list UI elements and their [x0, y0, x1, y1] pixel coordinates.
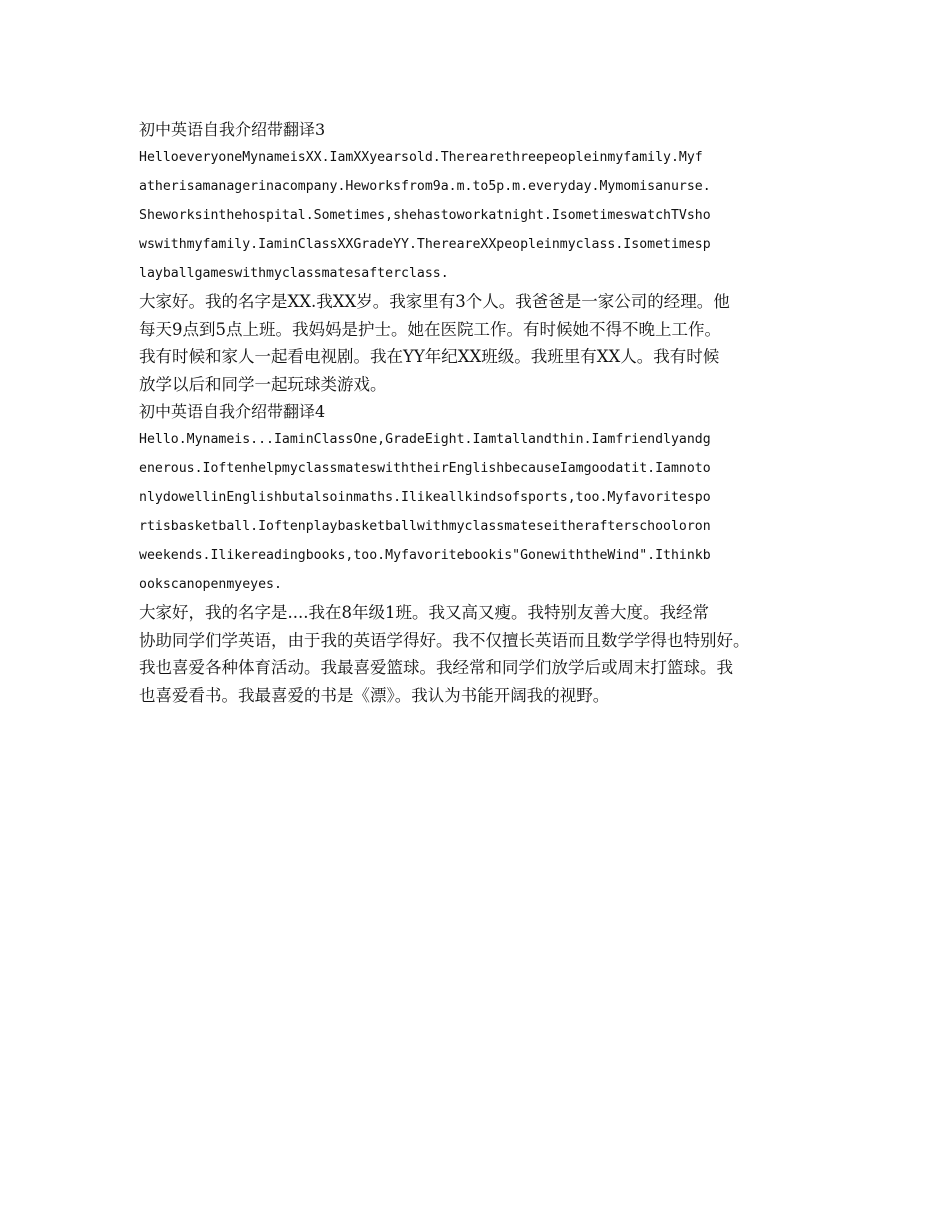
english-line: Sheworksinthehospital.Sometimes,shehastoworkatnight.IsometimeswatchTVsho — [139, 208, 711, 223]
english-line: ookscanopenmyeyes. — [139, 577, 282, 592]
english-line: layballgameswithmyclassmatesafterclass. — [139, 266, 449, 281]
chinese-line: 每天9点到5点上班。我妈妈是护士。她在医院工作。有时候她不得不晚上工作。 — [139, 319, 721, 339]
chinese-line: 我有时候和家人一起看电视剧。我在YY年纪XX班级。我班里有XX人。我有时候 — [139, 347, 720, 366]
chinese-line: 放学以后和同学一起玩球类游戏。 — [139, 374, 387, 394]
english-paragraph — [139, 143, 829, 288]
section-heading: 初中英语自我介绍带翻译4 — [139, 402, 326, 421]
section-heading: 初中英语自我介绍带翻译3 — [139, 120, 326, 139]
english-paragraph — [139, 425, 829, 599]
english-line: atherisamanagerinacompany.Heworksfrom9a.m.to5p.m.everyday.Mymomisanurse. — [139, 179, 711, 194]
chinese-paragraph — [139, 599, 829, 709]
english-line: Hello.Mynameis...IaminClassOne,GradeEight.Iamtallandthin.Iamfriendlyandg — [139, 432, 711, 447]
document-body — [139, 116, 829, 709]
english-line: enerous.IoftenhelpmyclassmateswiththeirEnglishbecauseIamgoodatit.Iamnoto — [139, 461, 711, 476]
english-line: weekends.Ilikereadingbooks,too.Myfavoritebookis"GonewiththeWind".Ithinkb — [139, 548, 711, 563]
section-3 — [139, 116, 829, 398]
english-line: wswithmyfamily.IaminClassXXGradeYY.ThereareXXpeopleinmyclass.Isometimesp — [139, 237, 711, 252]
chinese-line: 大家好，我的名字是....我在8年级1班。我又高又瘦。我特别友善大度。我经常 — [139, 603, 709, 622]
chinese-paragraph — [139, 288, 829, 398]
chinese-line: 协助同学们学英语，由于我的英语学得好。我不仅擅长英语而且数学学得也特别好。 — [139, 630, 750, 650]
chinese-line: 我也喜爱各种体育活动。我最喜爱篮球。我经常和同学们放学后或周末打篮球。我 — [139, 658, 733, 677]
english-line: rtisbasketball.Ioftenplaybasketballwithmyclassmateseitherafterschooloron — [139, 519, 711, 534]
chinese-line: 也喜爱看书。我最喜爱的书是《漂》。我认为书能开阔我的视野。 — [139, 685, 610, 705]
english-line: nlydowellinEnglishbutalsoinmaths.Ilikeallkindsofsports,too.Myfavoritespo — [139, 490, 711, 505]
section-4 — [139, 398, 829, 709]
english-line: HelloeveryoneMynameisXX.IamXXyearsold.Therearethreepeopleinmyfamily.Myf — [139, 150, 703, 165]
chinese-line: 大家好。我的名字是XX.我XX岁。我家里有3个人。我爸爸是一家公司的经理。他 — [139, 292, 730, 311]
